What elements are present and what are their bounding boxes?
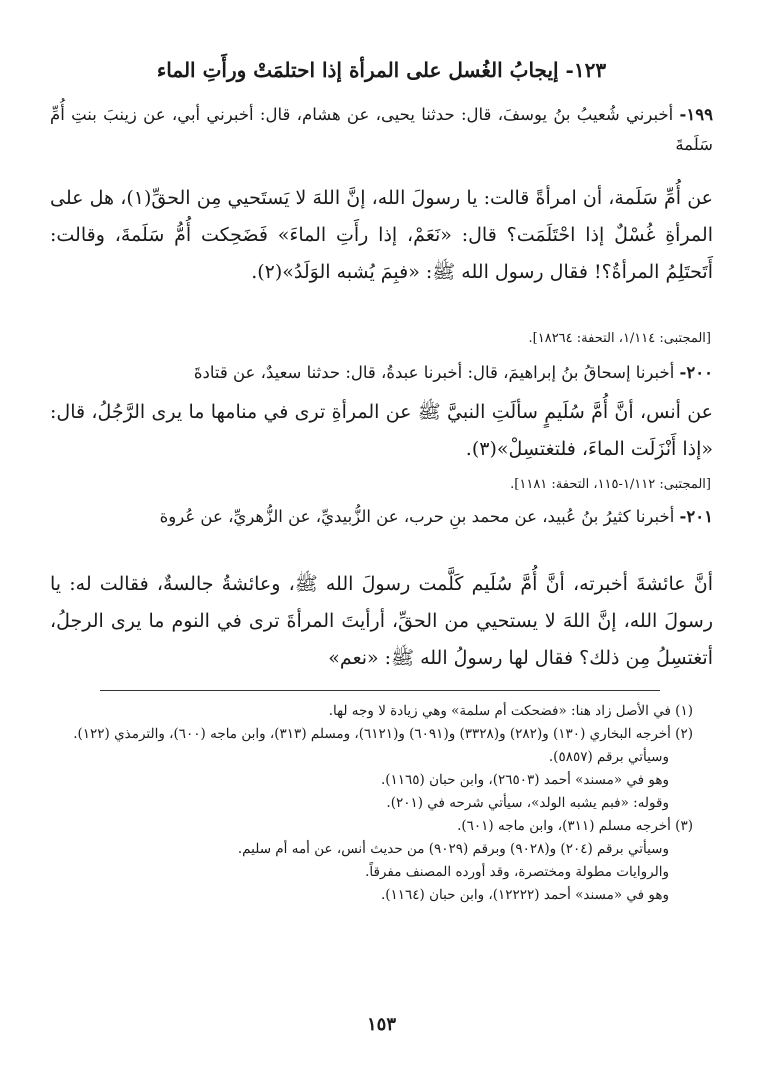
hadith-199-reference: [المجتبى: ١/١١٤، التحفة: ١٨٢٦٤]. xyxy=(528,331,711,346)
footnote-2-line: وهو في «مسند» أحمد (٢٦٥٠٣)، وابن حبان (١١٦٥). xyxy=(380,772,669,788)
footnote-2-line: وقوله: «فبم يشبه الولد»، سيأتي شرحه في (٢٠١). xyxy=(386,795,669,811)
footnote-3: (٣) أخرجه مسلم (٣١١)، وابن ماجه (٦٠١). xyxy=(457,818,693,834)
hadith-200-reference: [المجتبى: ١/١١٢-١١٥، التحفة: ١١٨١]. xyxy=(510,477,711,492)
hadith-201-isnad xyxy=(50,502,713,532)
hadith-200-isnad-text: أخبرنا إسحاقُ بنُ إبراهيمَ، قال: أخبرنا عبدةُ، قال: حدثنا سعيدٌ، عن قتادةَ xyxy=(193,363,675,382)
footnote-1: (١) في الأصل زاد هنا: «فضحكت أم سلمة» وهي زيادة لا وجه لها. xyxy=(328,703,693,719)
footnote-divider xyxy=(100,690,660,691)
footnotes xyxy=(60,700,693,907)
hadith-199-number: ١٩٩- xyxy=(679,105,713,124)
footnote-3-line: وهو في «مسند» أحمد (١٢٢٢٢)، وابن حبان (١١٦٤). xyxy=(380,887,669,903)
hadith-199-isnad xyxy=(50,100,713,160)
hadith-200-isnad xyxy=(50,358,713,388)
chapter-heading: ١٢٣- إيجابُ الغُسل على المرأة إذا احتلمَتْ ورأَتِ الماء xyxy=(156,58,607,82)
footnote-3-line: وسيأتي برقم (٢٠٤) و(٩٠٢٨) وبرقم (٩٠٢٩) من حديث أنس، عن أمه أم سليم. xyxy=(237,841,669,857)
hadith-199-matn: عن أُمِّ سَلَمة، أن امرأةً قالت: يا رسولَ الله، إنَّ اللهَ لا يَستَحيي مِن الحقِّ(١)، هل على المرأةِ غُسْلٌ إذا احْتَلَمَت؟ قال: «نَعَمْ، إذا رأَتِ الماءَ» فَضَحِكت أُمُّ سَلَمةَ، وقالت: أَتَحتَلِمُ المرأةُ؟! فقال رسول الله ﷺ: «فبِمَ يُشبه الوَلَدُ»(٢). xyxy=(50,187,713,283)
hadith-199-isnad-text: أخبرني شُعيبُ بنُ يوسفَ، قال: حدثنا يحيى، عن هشام، قال: أخبرني أبي، عن زينبَ بنتِ أُمِّ سَلَمةَ xyxy=(50,105,713,154)
hadith-201-isnad-text: أخبرنا كثيرُ بنُ عُبيد، عن محمد بنِ حرب، عن الزُّبيديِّ، عن الزُّهريِّ، عن عُروة xyxy=(159,507,675,526)
hadith-200-number: ٢٠٠- xyxy=(679,363,713,382)
footnote-2-line: وسيأتي برقم (٥٨٥٧). xyxy=(548,749,669,765)
footnote-3-line: والروايات مطولة ومختصرة، وقد أورده المصنف مفرقاً. xyxy=(365,864,669,880)
page-number: ١٥٣ xyxy=(366,1014,396,1035)
hadith-201-number: ٢٠١- xyxy=(679,507,713,526)
footnote-2: (٢) أخرجه البخاري (١٣٠) و(٢٨٢) و(٣٣٢٨) و(٦٠٩١) و(٦١٢١)، ومسلم (٣١٣)، وابن ماجه (٦٠٠)، والترمذي (١٢٢). xyxy=(73,726,693,742)
hadith-200-matn: عن أنس، أنَّ أُمَّ سُلَيمٍ سألَتِ النبيَّ ﷺ عن المرأةِ ترى في منامها ما يرى الرَّجُلُ، قال: «إذا أَنْزَلَت الماءَ، فلتغتسِلْ»(٣). xyxy=(50,401,713,460)
hadith-201-matn: أنَّ عائشةَ أخبرته، أنَّ أُمَّ سُلَيم كَلَّمت رسولَ الله ﷺ، وعائشةُ جالسةٌ، فقالت له: يا رسولَ الله، إنَّ اللهَ لا يستحيي من الحقِّ، أرأيتَ المرأةَ ترى في النوم ما يرى الرجلُ، أتغتسِلُ مِن ذلك؟ فقال لها رسولُ الله ﷺ: «نعم» xyxy=(50,573,713,669)
